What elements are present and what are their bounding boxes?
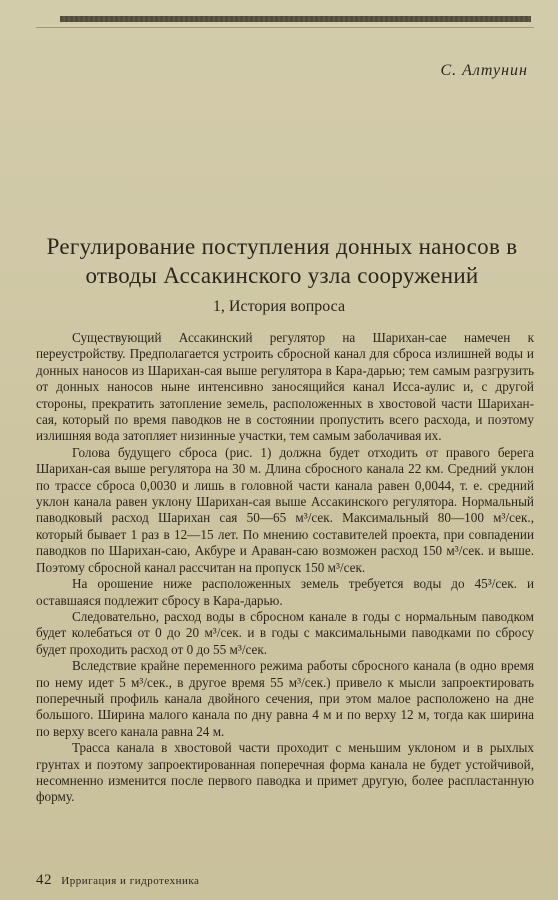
article-author: С. Алтунин	[440, 62, 528, 79]
paragraph: Вследствие крайне переменного режима работы сбросного канала (в одно время по нему идет 5 м³/сек., в другое время 55 м³/сек.) привело к мысли запроектировать поперечный профиль канала двойного сечения, при этом малое расположено на дне большого. Ширина малого канала по дну равна 4 м и по верху 12 м, тогда как ширина по верху всего канала равна 24 м.	[36, 658, 534, 739]
journal-name: Ирригация и гидротехника	[61, 875, 200, 887]
article-body	[36, 330, 534, 806]
paragraph: Голова будущего сброса (рис. 1) должна будет отходить от правого берега Шарихан-сая выше регулятора на 30 м. Длина сбросного канала 22 км. Средний уклон по трассе сброса 0,0030 и лишь в головной части канала равен 0,0044, т. е. средний уклон канала равен уклону Шарихан-сая выше Ассакинского регулятора. Нормальный паводковый расход Шарихан сая 50—65 м³/сек. Максимальный 80—100 м³/сек., который бывает 1 раз в 12—15 лет. По мнению составителей проекта, при совпадении паводков по Шарихан-саю, Акбуре и Араван-саю возможен расход 150 м³/сек. и выше. Поэтому сбросной канал рассчитан на пропуск 150 м³/сек.	[36, 444, 534, 575]
paragraph: Существующий Ассакинский регулятор на Шарихан-сае намечен к переустройству. Предполагается устроить сбросной канал для сброса излишней воды и донных наносов из Шарихан-сая выше регулятора в Кара-дарью; тем самым разгрузить от донных наносов ныне интенсивно заносящийся канал Исса-аулис и, с другой стороны, прекратить затопление земель, расположенных в хвостовой части Шарихан-сая, который по время паводков не в состоянии пропустить всего расхода, и поэтому излишняя вода затопляет низинные участки, тем самым заболачивая их.	[36, 330, 534, 444]
header-divider	[36, 27, 534, 28]
page-footer	[36, 872, 199, 889]
paragraph: Следовательно, расход воды в сбросном канале в годы с нормальным паводком будет колебаться от 0 до 20 м³/сек. и в годы с максимальными паводками по сбросу будет проходить расход от 0 до 55 м³/сек.	[36, 608, 534, 657]
page-number: 42	[36, 872, 52, 888]
paragraph: Трасса канала в хвостовой части проходит с меньшим уклоном и в рыхлых грунтах и поэтому запроектированная поперечная форма канала не будет устойчивой, несомненно изменится после первого паводка и примет другую, более распластанную форму.	[36, 740, 534, 805]
section-heading: 1, История вопроса	[212, 298, 346, 315]
article-title: Регулирование поступления донных наносов в отводы Ассакинского узла сооружений	[46, 234, 518, 288]
paragraph: На орошение ниже расположенных земель требуется воды до 45³/сек. и оставшаяся подлежит сбросу в Кара-дарью.	[36, 576, 534, 608]
header-ornament-rule	[60, 16, 531, 22]
